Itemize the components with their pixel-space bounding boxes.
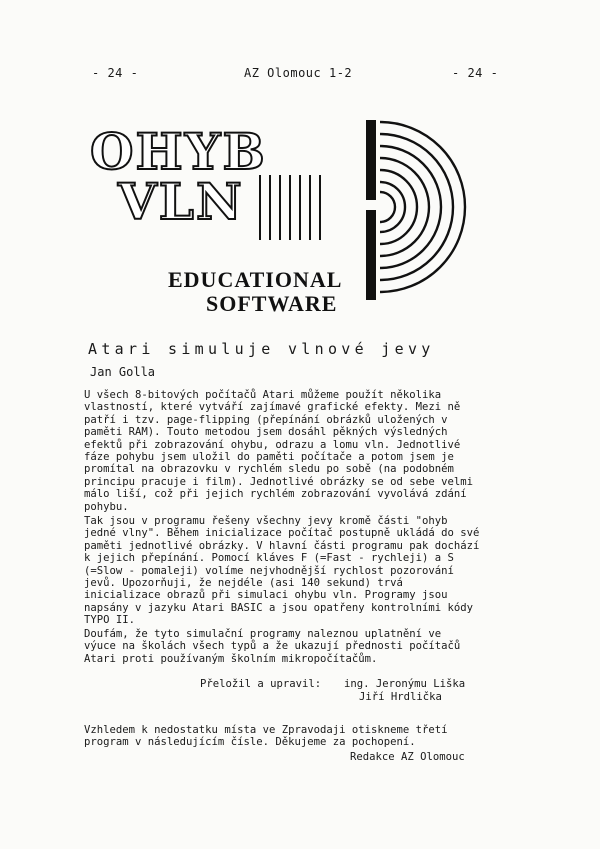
text-line: promítal na obrazovku v rychlém sledu po sobě (na podobném [84, 463, 454, 476]
text-line: paměti jednotlivé obrázky. V hlavní části programu pak dochází [84, 539, 480, 552]
logo-software: SOFTWARE [206, 291, 338, 316]
text-line: patří i tzv. page-flipping (přepínání obrázků uložených v [84, 413, 448, 426]
notice-signature: Redakce AZ Olomouc [350, 751, 465, 763]
notice-paragraph [84, 724, 504, 749]
text-line: výuce na školách všech typů a že ukazují přednosti počítačů [84, 640, 461, 653]
text-line: inicializace obrazů při simulaci ohybu vln. Programy jsou [84, 589, 448, 602]
text-line: fáze pohybu jsem uložil do paměti počítače a potom jsem je [84, 451, 454, 464]
text-line: k jejich přepínání. Pomocí kláves F (=Fast - rychleji) a S [84, 552, 454, 565]
translator-2: Jiří Hrdlička [359, 691, 442, 703]
text-line: Atari proti používaným školním mikropočítačům. [84, 652, 378, 665]
paragraph-2 [84, 515, 504, 627]
logo-word-ohyb: OHYB [90, 122, 267, 181]
logo-word-vln: VLN [118, 172, 244, 231]
text-line: principu pracuje i film). Jednotlivé obrázky se od sebe velmi [84, 475, 474, 488]
paragraph-1 [84, 389, 504, 513]
text-line: program v následujícím čísle. Děkujeme za pochopení. [84, 736, 416, 749]
text-line: TYPO II. [84, 614, 136, 627]
page-number-right: - 24 - [452, 66, 499, 80]
text-line: pohybu. [84, 500, 129, 513]
text-line: (=Slow - pomaleji) volíme nejvhodnější rychlost pozorování [84, 564, 454, 577]
publication-header: AZ Olomouc 1-2 [244, 66, 353, 80]
translation-label: Přeložil a upravil: [200, 678, 322, 690]
article-author: Jan Golla [90, 365, 156, 379]
text-line: napsány v jazyku Atari BASIC a jsou opatřeny kontrolními kódy [84, 601, 474, 614]
text-line: paměti RAM). Touto metodou jsem dosáhl pěkných výsledných [84, 426, 448, 439]
article-title: Atari simuluje vlnové jevy [88, 340, 435, 358]
translator-1: ing. Jeronýmu Liška [344, 678, 466, 690]
text-line: U všech 8-bitových počítačů Atari můžeme použít několika [84, 389, 442, 401]
text-line: Tak jsou v programu řešeny všechny jevy kromě části "ohyb [84, 515, 448, 527]
text-line: málo liší, což při jejich rychlém zobrazování vyvolává zdání [84, 488, 467, 501]
text-line: Vzhledem k nedostatku místa ve Zpravodaji otiskneme třetí [84, 724, 448, 736]
text-line: jevů. Upozorňuji, že nejdéle (asi 140 sekund) trvá [84, 577, 403, 590]
paragraph-3 [84, 628, 504, 665]
text-line: efektů při zobrazování ohybu, odrazu a lomu vln. Jednotlivé [84, 438, 461, 451]
text-line: vlastností, které vytváří zajímavé grafické efekty. Mezi ně [84, 401, 461, 414]
text-line: Doufám, že tyto simulační programy naleznou uplatnění ve [84, 628, 442, 640]
logo-educational: EDUCATIONAL [168, 267, 343, 292]
page-number-left: - 24 - [92, 66, 139, 80]
text-line: jedné vlny". Během inicializace počítač postupně ukládá do své [84, 527, 480, 540]
